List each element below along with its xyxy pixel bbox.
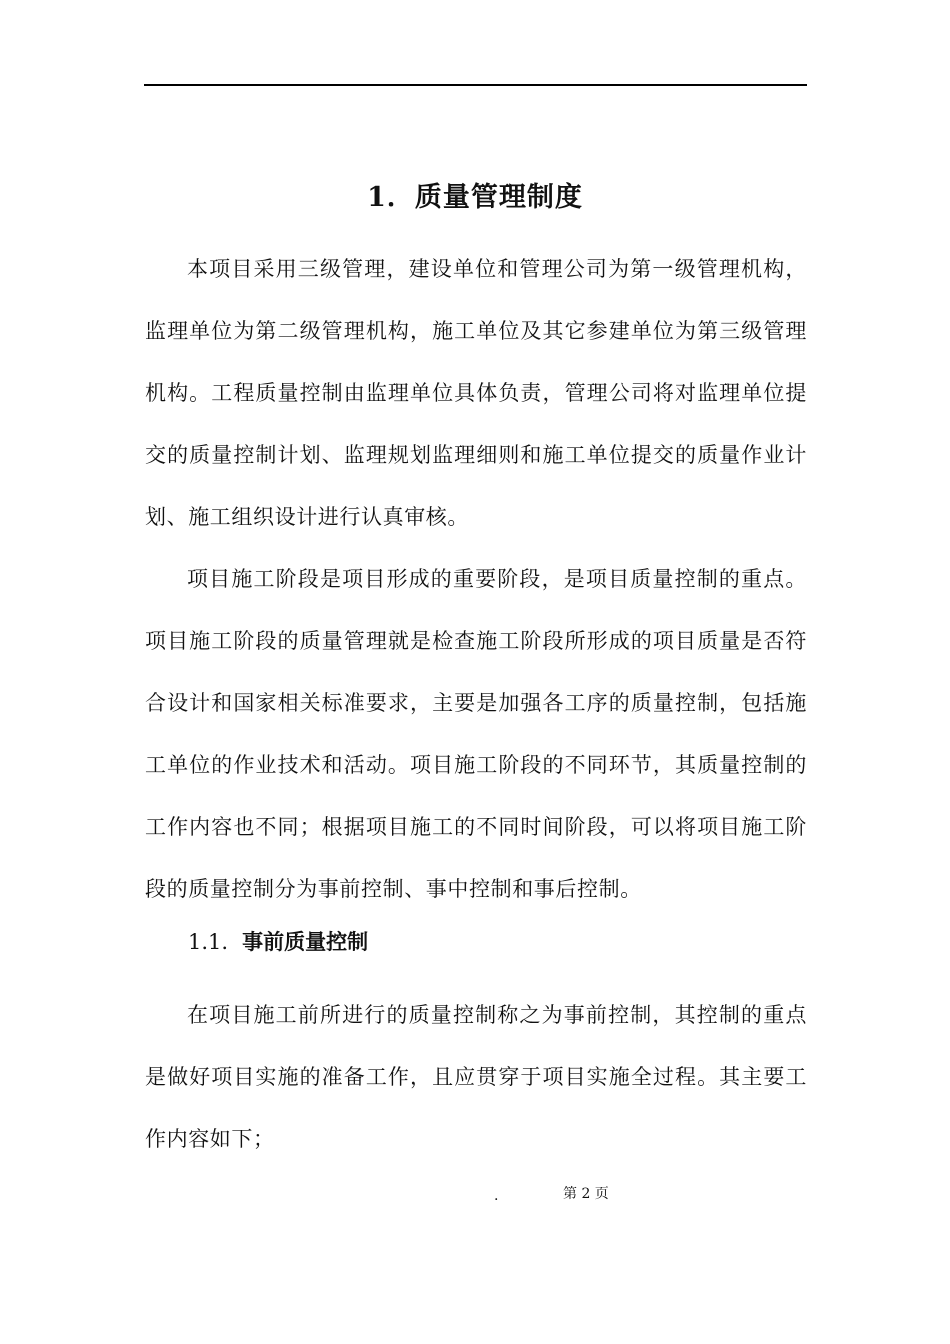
subsection-number: 1.1. bbox=[188, 930, 229, 954]
paragraph-management-levels: 本项目采用三级管理，建设单位和管理公司为第一级管理机构，监理单位为第二级管理机构，施工单位及其它参建单位为第三级管理机构。工程质量控制由监理单位具体负责，管理公司将对监理单位提交的质量控制计划、监理规划监理细则和施工单位提交的质量作业计划、施工组织设计进行认真审核。 bbox=[145, 257, 807, 529]
paragraph-construction-stage: 项目施工阶段是项目形成的重要阶段，是项目质量控制的重点。项目施工阶段的质量管理就是检查施工阶段所形成的项目质量是否符合设计和国家相关标准要求，主要是加强各工序的质量控制，包括施工单位的作业技术和活动。项目施工阶段的不同环节，其质量控制的工作内容也不同；根据项目施工的不同时间阶段，可以将项目施工阶段的质量控制分为事前控制、事中控制和事后控制。 bbox=[145, 567, 807, 901]
subsection-heading bbox=[188, 924, 368, 960]
paragraph-pre-control: 在项目施工前所进行的质量控制称之为事前控制，其控制的重点是做好项目实施的准备工作，且应贯穿于项目实施全过程。其主要工作内容如下； bbox=[145, 1003, 807, 1151]
header-rule bbox=[144, 84, 807, 86]
subsection-title: 事前质量控制 bbox=[242, 929, 369, 954]
section-heading: 1．质量管理制度 bbox=[367, 182, 583, 213]
footer-dot: . bbox=[494, 1188, 499, 1204]
page-number: 第 2 页 bbox=[563, 1186, 609, 1202]
